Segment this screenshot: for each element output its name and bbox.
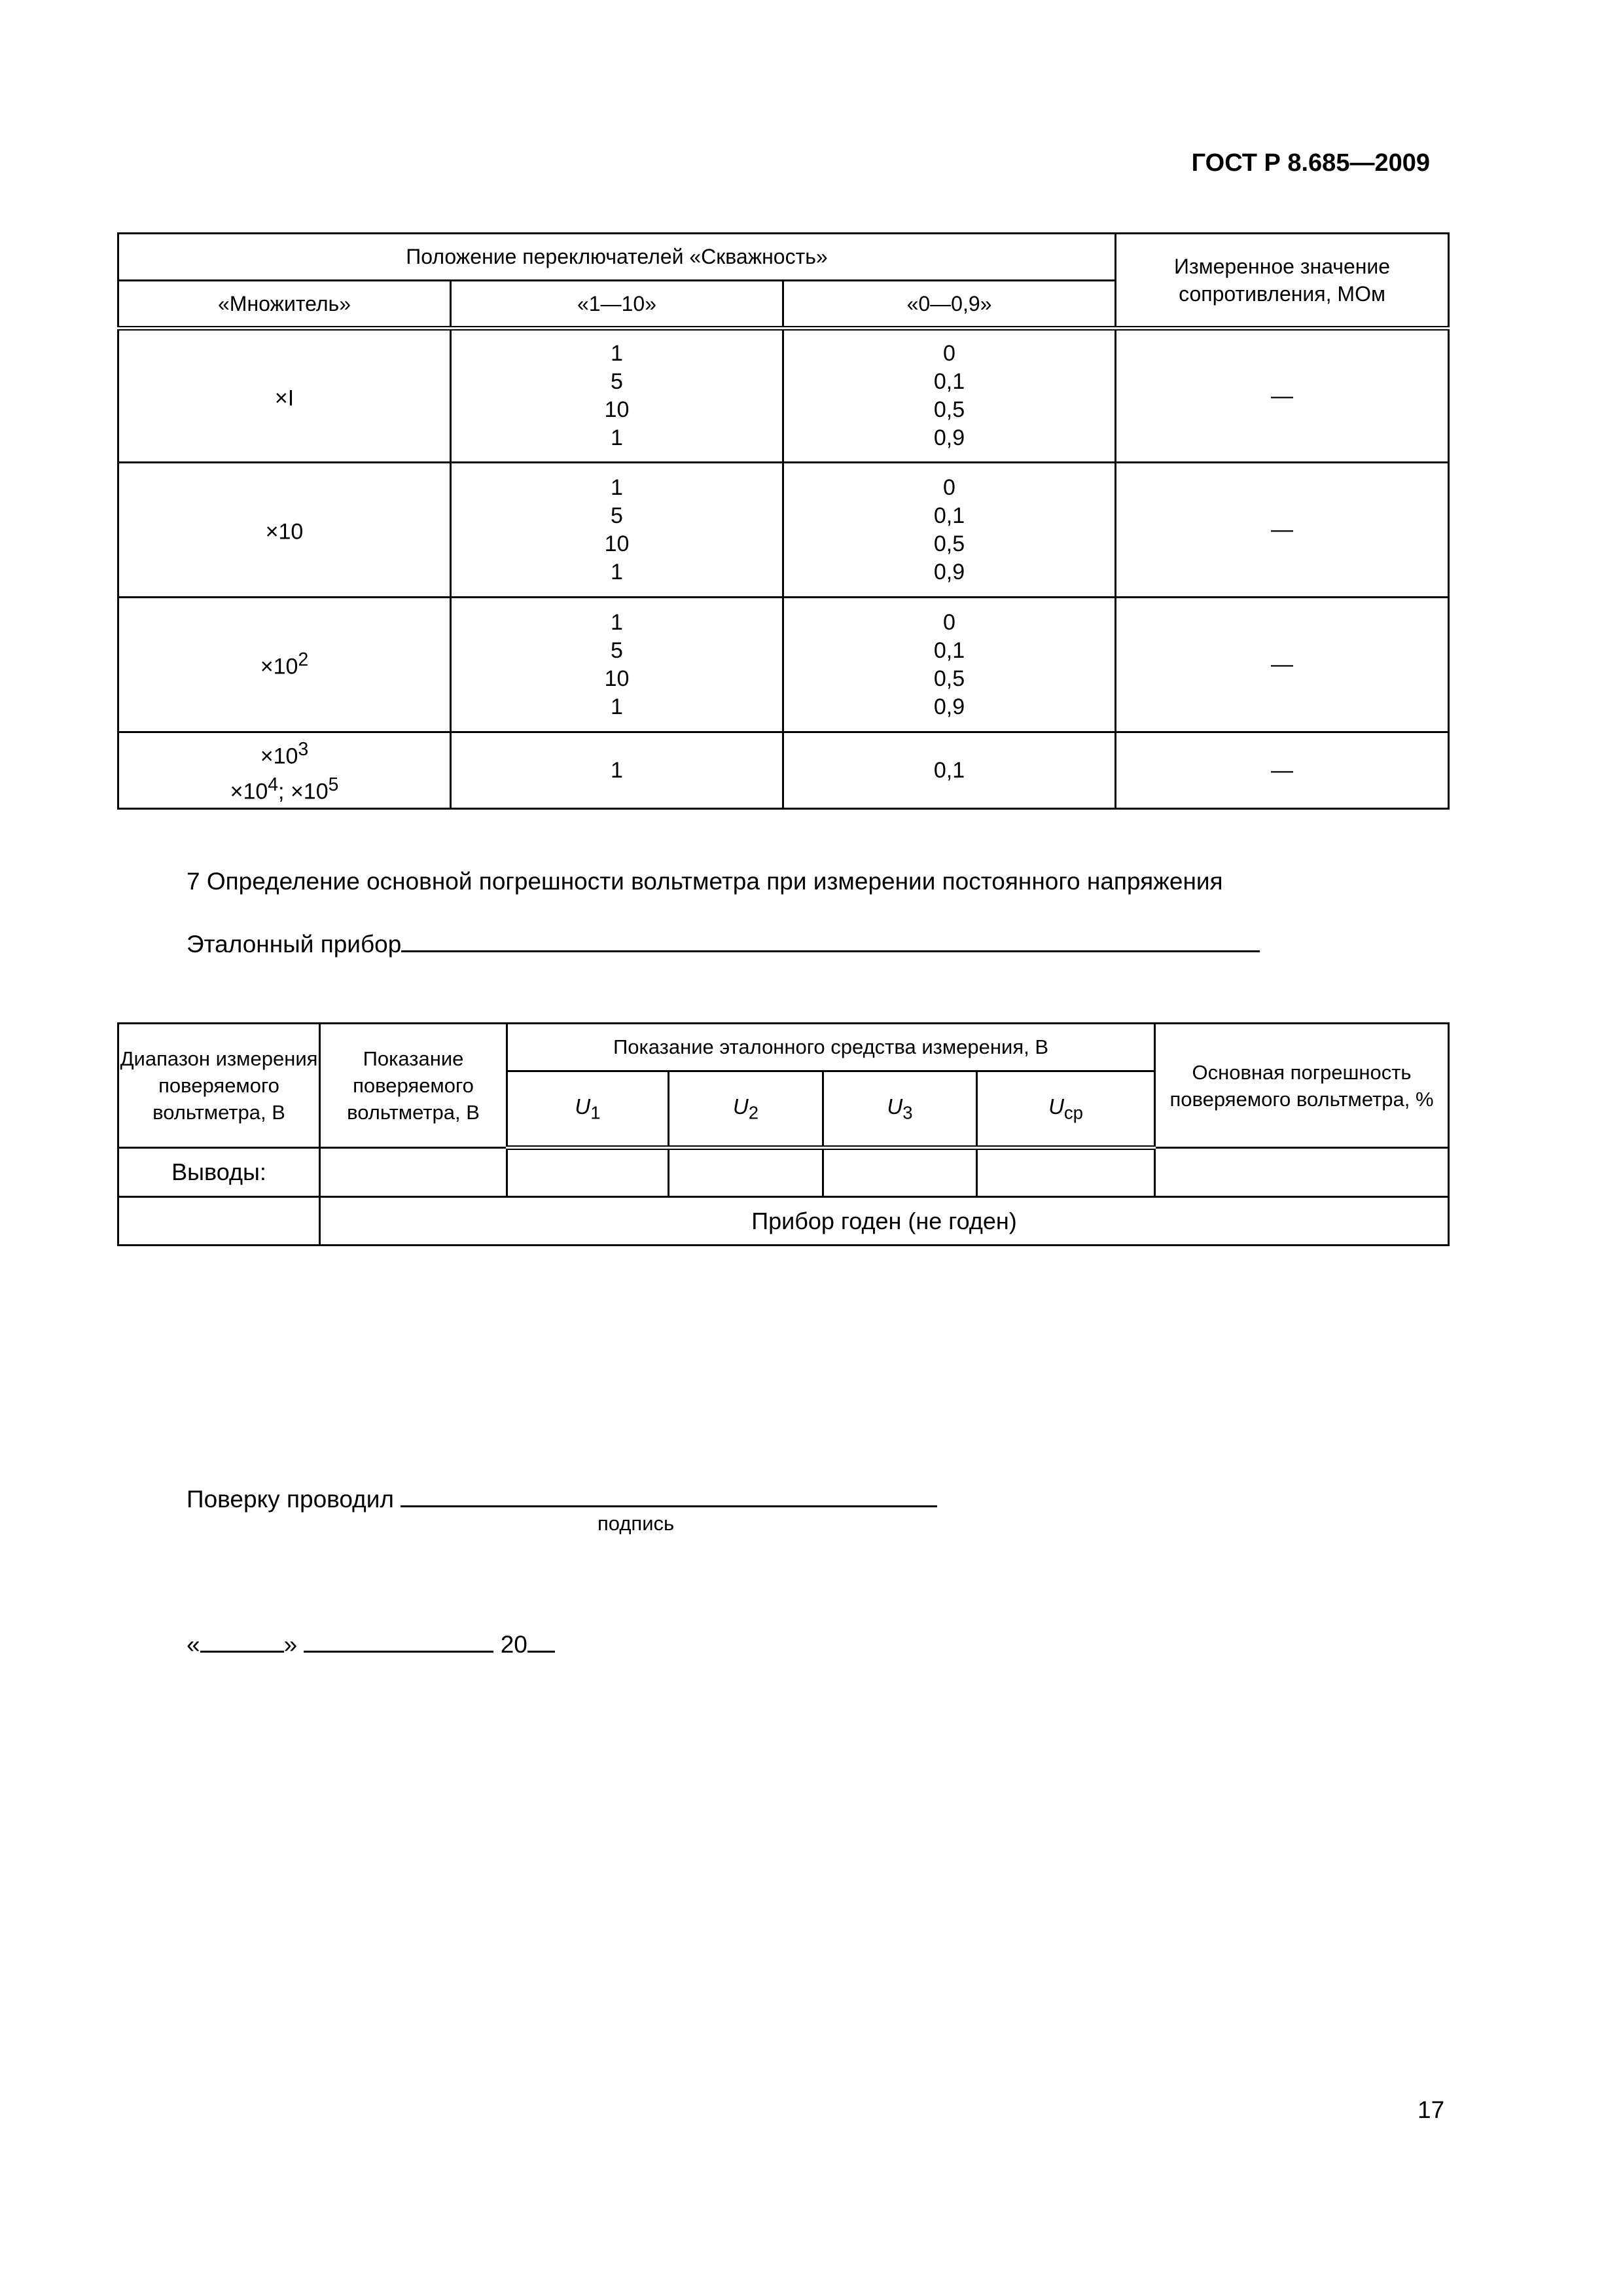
fraction-values-cell: 0 0,1 0,5 0,9 xyxy=(783,598,1116,732)
table-row xyxy=(118,329,1449,463)
empty-cell xyxy=(977,1148,1155,1197)
range-0-09-header: «0—0,9» xyxy=(783,281,1116,329)
u2-header: $U_2$ xyxy=(669,1071,823,1148)
measured-resistance-header: Измеренное значение сопротивления, МОм xyxy=(1116,234,1449,329)
reference-reading-header: Показание эталонного средства измерения, В xyxy=(507,1024,1155,1071)
fraction-values-cell: 0 0,1 0,5 0,9 xyxy=(783,329,1116,463)
reference-instrument-label: Эталонный прибор xyxy=(187,931,402,958)
multiplier-cell: ×10 xyxy=(118,463,451,598)
year-blank xyxy=(527,1627,555,1653)
table-row xyxy=(118,463,1449,598)
base-error-header: Основная погрешность поверяемого вольтметра, % xyxy=(1155,1024,1449,1148)
empty-cell xyxy=(669,1148,823,1197)
empty-cell xyxy=(1155,1148,1449,1197)
multiplier-header: «Множитель» xyxy=(118,281,451,329)
multiplier-cell: ×I xyxy=(118,329,451,463)
range-header: Диапазон измерения поверяемого вольтметра, В xyxy=(118,1024,320,1148)
document-code: ГОСТ Р 8.685—2009 xyxy=(1191,149,1430,177)
measured-value-cell: — xyxy=(1116,732,1449,809)
date-close-quote: » xyxy=(283,1631,298,1658)
day-blank xyxy=(200,1627,284,1653)
empty-cell xyxy=(118,1197,320,1246)
measured-value-cell: — xyxy=(1116,329,1449,463)
switch-group-header: Положение переключателей «Скважность» xyxy=(118,234,1116,281)
table-row xyxy=(118,732,1449,809)
range-1-10-header: «1—10» xyxy=(451,281,783,329)
signature-caption: подпись xyxy=(597,1512,675,1535)
verdict-cell: Прибор годен (не годен) xyxy=(320,1197,1449,1246)
date-open-quote: « xyxy=(187,1631,200,1658)
date-line xyxy=(187,1627,555,1659)
section-7-heading: 7 Определение основной погрешности вольтметра при измерении постоянного напряжения xyxy=(187,868,1223,895)
u1-header: $U_1$ xyxy=(507,1071,669,1148)
empty-cell xyxy=(823,1148,977,1197)
voltmeter-error-table xyxy=(117,1022,1450,1246)
ucp-header: $U_{ср}$ xyxy=(977,1071,1155,1148)
conclusions-label: Выводы: xyxy=(118,1148,320,1197)
range-values-cell: 1 xyxy=(451,732,783,809)
multiplier-cell: $\times 10^2$ xyxy=(118,598,451,732)
fraction-values-cell: 0,1 xyxy=(783,732,1116,809)
u3-header: $U_3$ xyxy=(823,1071,977,1148)
table-row xyxy=(118,1148,1449,1197)
range-values-cell: 1 5 10 1 xyxy=(451,329,783,463)
multiplier-cell: $\times 10^3$ $\times 10^4$; $\times 10^5$ xyxy=(118,732,451,809)
range-values-cell: 1 5 10 1 xyxy=(451,463,783,598)
fraction-values-cell: 0 0,1 0,5 0,9 xyxy=(783,463,1116,598)
measured-value-cell: — xyxy=(1116,463,1449,598)
signature-label: Поверку проводил xyxy=(187,1486,394,1513)
year-prefix: 20 xyxy=(500,1631,527,1658)
measured-value-cell: — xyxy=(1116,598,1449,732)
range-values-cell: 1 5 10 1 xyxy=(451,598,783,732)
switch-position-table xyxy=(117,232,1450,810)
empty-cell xyxy=(507,1148,669,1197)
table-row xyxy=(118,1197,1449,1246)
table-row xyxy=(118,598,1449,732)
signature-line xyxy=(187,1482,937,1513)
page-number: 17 xyxy=(1418,2096,1445,2123)
empty-cell xyxy=(320,1148,507,1197)
reference-instrument-blank xyxy=(401,927,1260,952)
signature-blank xyxy=(401,1482,937,1507)
reading-header: Показание поверяемого вольтметра, В xyxy=(320,1024,507,1148)
month-blank xyxy=(304,1627,493,1653)
reference-instrument-line xyxy=(187,927,1260,958)
